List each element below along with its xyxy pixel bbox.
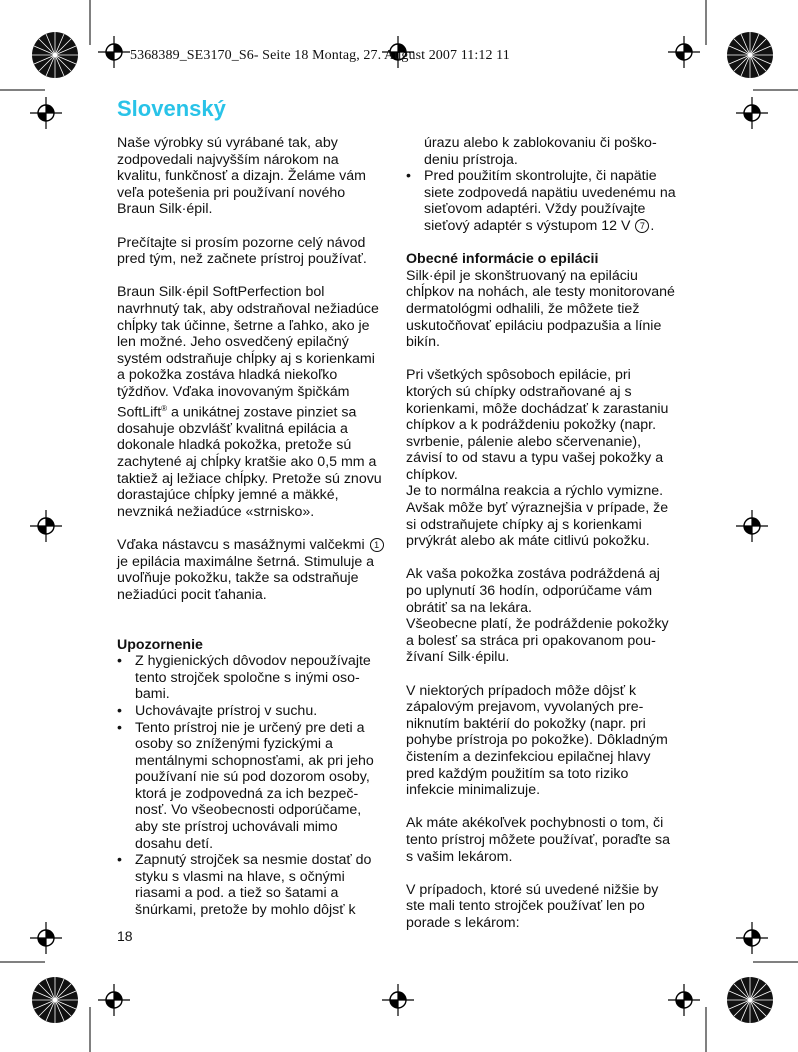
general-paragraph: V prípadoch, ktoré sú uvedené nižšie by ste mali tento strojček používať len po porade s lekárom: — [406, 881, 659, 931]
list-item: • Z hygienických dôvodov nepoužívajte tento strojček spoločne s inými osobami. — [117, 653, 385, 703]
warning-heading: Upozornenie — [117, 636, 203, 653]
voltage-text-a: Pred použitím skontrolujte, či napätie siete zodpovedá napätiu uvedenému na sieťovom adaptéri. Vždy používajte sieťový adaptér s výstupom 12 V — [424, 168, 676, 234]
list-item — [406, 168, 678, 234]
right-column — [406, 135, 678, 948]
warning-continuation: úrazu alebo k zablokovaniu či poškodeniu prístroja. — [424, 135, 657, 168]
warning-list-continued — [406, 168, 678, 234]
general-paragraph: Pri všetkých spôsoboch epilácie, pri ktorých sú chípky odstraňované aj s korienkami, môže dochádzať k zarastaniu chípkov a k podráždeniu pokožky (napr. svrbenie, pálenie alebo sčervenanie), závisí to od stavu a typu vašej pokožky a chípkov. — [406, 367, 669, 483]
page-title: Slovenský — [117, 96, 226, 121]
general-info-heading: Obecné informácie o epilácii — [406, 251, 599, 268]
general-paragraph: Všeobecne platí, že podráždenie pokožky a bolesť sa stráca pri opakovanom používaní Silk·épilu. — [406, 616, 669, 666]
intro-paragraph: Naše výrobky sú vyrábané tak, aby zodpovedali najvyšším nárokom na kvalitu, funkčnosť a dizajn. Želáme vám veľa potešenia pri používaní nového Braun Silk·épil. — [117, 135, 366, 218]
general-paragraph: Ak vaša pokožka zostáva podráždená aj po uplynutí 36 hodín, odporúčame vám obrátiť sa na lekára. — [406, 566, 660, 616]
massage-text-b: je epilácia maximálne šetrná. Stimuluje a uvoľňuje pokožku, takže sa odstraňuje nežiadúci pocit ťahania. — [117, 553, 375, 603]
list-item: • Zapnutý strojček sa nesmie dostať do styku s vlasmi na hlave, s očnými riasami a pod. a tiež so šatami a šnúrkami, pretože by mohlo dôjsť k — [117, 852, 385, 918]
voltage-text-b: . — [650, 217, 655, 234]
circled-number-1-icon: 1 — [370, 538, 384, 552]
general-paragraph: V niektorých prípadoch môže dôjsť k zápalovým prejavom, vyvolaných preniknutím baktérií do pokožky (napr. pri pohybe prístroja po pokožke). Dôkladným čistením a dezinfekciou epilačnej hlavy pred každým použitím sa toto riziko infekcie minimalizuje. — [406, 682, 668, 799]
product-text-a: Braun Silk·épil SoftPerfection bol navrhnutý tak, aby odstraňoval nežiadúce chĺpky tak účinne, šetrne a ľahko, ako je len možné. Jeho osvedčený epilačný systém odstraňuje chĺpky aj s korienkami a pokožka zostáva hladká niekoľko týždňov. Vďaka inovovaným špičkám SoftLift — [117, 284, 379, 421]
warning-list — [117, 653, 385, 919]
print-header: 5368389_SE3170_S6- Seite 18 Montag, 27. August 2007 11:12 11 — [130, 48, 510, 63]
list-item: • Uchovávajte prístroj v suchu. — [117, 703, 385, 720]
massage-paragraph — [117, 537, 385, 603]
list-item: • Tento prístroj nie je určený pre deti a osoby so zníženými fyzickými a mentálnymi schopnosťami, ak pri jeho používaní nie sú pod dozorom osoby, ktorá je zodpovedná za ich bezpečnosť. Vo všeobecnosti odporúčame, aby ste prístroj uchovávali mimo dosahu detí. — [117, 720, 385, 853]
page-number: 18 — [117, 928, 133, 944]
general-paragraph: Silk·épil je skonštruovaný na epiláciu chĺpkov na nohách, ale testy monitorované dermatológmi odhalili, že môžete tiež uskutočňovať epiláciu podpazušia a línie bikín. — [406, 267, 675, 351]
general-paragraph: Ak máte akékoľvek pochybnosti o tom, či tento prístroj môžete používať, poraďte sa s vašim lekárom. — [406, 815, 671, 865]
instruction-paragraph: Prečítajte si prosím pozorne celý návod pred tým, než začnete prístroj používať. — [117, 234, 367, 268]
circled-number-7-icon: 7 — [635, 219, 649, 233]
product-text-b: a unikátnej zostave pinziet sa dosahuje obzvlášť kvalitná epilácia a dokonale hladká pokožka, pretože sú zachytené aj chĺpky kratšie ako 0,5 mm a taktiež aj ležiace chĺpky. Pretože sú znovu dorastajúce chĺpky jemné a mäkké, nevzniká nežiadúce «strnisko». — [117, 404, 382, 520]
massage-text-a: Vďaka nástavcu s masážnymi valčekmi — [117, 536, 365, 553]
registered-mark: ® — [161, 403, 168, 413]
left-column — [117, 135, 385, 919]
general-paragraph: Je to normálna reakcia a rýchlo vymizne. Avšak môže byť výraznejšia v prípade, že si odstraňujete chípky aj s korienkami prvýkrát alebo ak máte citlivú pokožku. — [406, 483, 669, 550]
product-paragraph — [117, 284, 385, 520]
